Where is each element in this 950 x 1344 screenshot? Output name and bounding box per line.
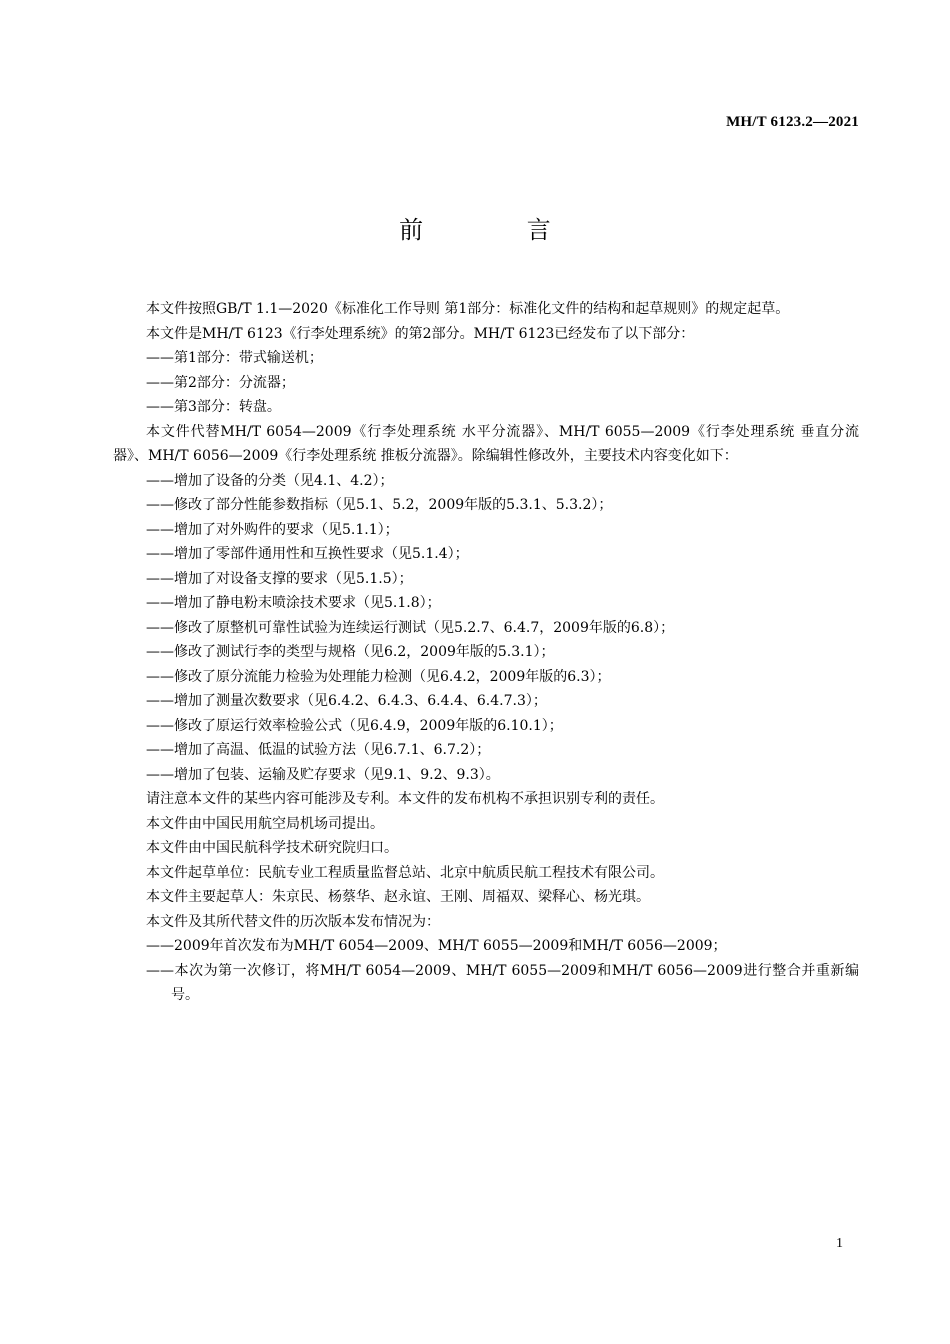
history-list-item: ——2009年首次发布为MH/T 6054—2009、MH/T 6055—2009和MH/T 6056—2009； [146,938,727,954]
intro-paragraph-1: 本文件按照GB/T 1.1—2020《标准化工作导则 第1部分：标准化文件的结构和起草规则》的规定起草。 [146,301,790,317]
change-list-item: ——增加了静电粉末喷涂技术要求（见5.1.8）； [146,595,441,611]
change-list-item: ——修改了原运行效率检验公式（见6.4.9，2009年版的6.10.1）； [146,717,563,734]
page-title: 前 言 [399,216,599,244]
change-list-item: ——修改了部分性能参数指标（见5.1、5.2，2009年版的5.3.1、5.3.2）； [146,497,613,513]
patent-notice: 请注意本文件的某些内容可能涉及专利。本文件的发布机构不承担识别专利的责任。 [146,791,664,807]
page-number: 1 [836,1236,843,1251]
change-list-item: ——修改了原整机可靠性试验为连续运行测试（见5.2.7、6.4.7，2009年版的6.8）； [146,619,675,636]
change-list-item: ——增加了对外购件的要求（见5.1.1）； [146,521,399,538]
change-list-item: ——增加了高温、低温的试验方法（见6.7.1、6.7.2）； [146,742,491,758]
change-list-item: ——增加了测量次数要求（见6.4.2、6.4.3、6.4.4、6.4.7.3）； [146,693,547,709]
part-list-item: ——第3部分：转盘。 [146,399,281,415]
part-list-item: ——第1部分：带式输送机； [146,350,323,366]
part-list-item: ——第2部分：分流器； [146,374,295,391]
change-list-item: ——增加了零部件通用性和互换性要求（见5.1.4）； [146,546,469,562]
drafters: 本文件主要起草人：朱京民、杨蔡华、赵永谊、王刚、周福双、梁释心、杨光琪。 [146,889,650,905]
foreword-body [113,297,859,1008]
change-list-item: ——修改了测试行李的类型与规格（见6.2，2009年版的5.3.1）； [146,644,555,660]
history-intro: 本文件及其所代替文件的历次版本发布情况为： [146,913,440,930]
managed-by: 本文件由中国民航科学技术研究院归口。 [146,840,398,856]
change-list-item: ——增加了对设备支撑的要求（见5.1.5）； [146,570,413,587]
intro-paragraph-2: 本文件是MH/T 6123《行李处理系统》的第2部分。MH/T 6123已经发布了以下部分： [146,325,695,342]
document-code: MH/T 6123.2—2021 [726,114,859,130]
proposed-by: 本文件由中国民用航空局机场司提出。 [146,815,384,832]
drafting-units: 本文件起草单位：民航专业工程质量监督总站、北京中航质民航工程技术有限公司。 [146,864,664,881]
change-list-item: ——增加了设备的分类（见4.1、4.2）； [146,472,394,489]
change-list-item: ——增加了包装、运输及贮存要求（见9.1、9.2、9.3）。 [146,766,500,783]
replacement-paragraph: 本文件代替MH/T 6054—2009《行李处理系统 水平分流器》、MH/T 6055—2009《行李处理系统 垂直分流器》、MH/T 6056—2009《行李处理系统 推板分流器》。除编辑性修改外，主要技术内容变化如下： [113,423,859,464]
history-list-item: ——本次为第一次修订，将MH/T 6054—2009、MH/T 6055—2009和MH/T 6056—2009进行整合并重新编号。 [146,962,859,1003]
change-list-item: ——修改了原分流能力检验为处理能力检测（见6.4.2，2009年版的6.3）； [146,668,611,685]
